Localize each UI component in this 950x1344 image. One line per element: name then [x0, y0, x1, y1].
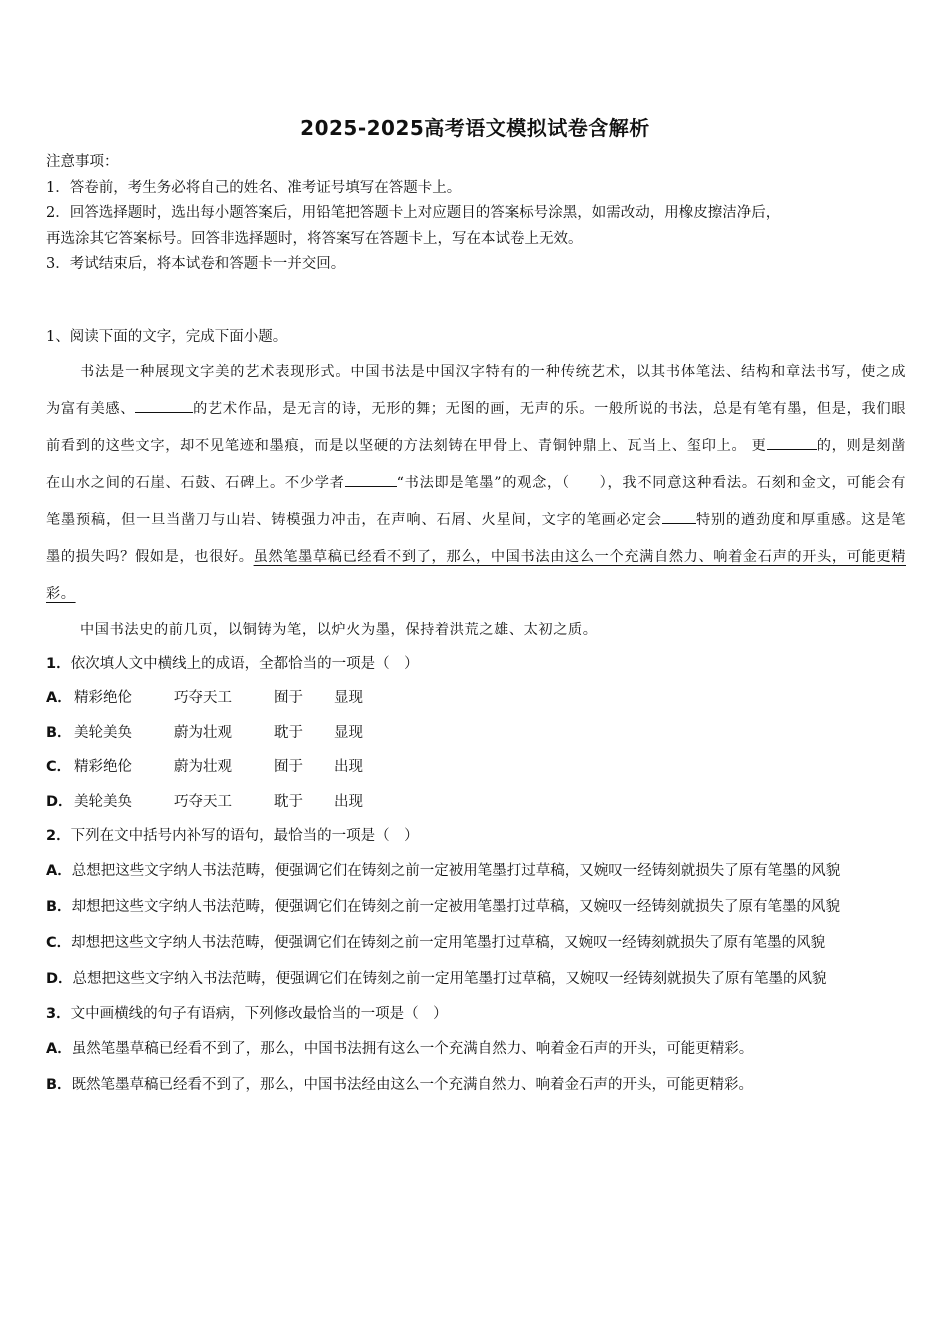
option-letter: C． [46, 759, 72, 775]
option-letter: D． [46, 793, 73, 810]
option-word: 出现 [334, 759, 363, 775]
option-word: 蔚为壮观 [174, 724, 232, 741]
option-a [46, 1031, 906, 1067]
option-word: 蔚为壮观 [174, 759, 232, 775]
option-word: 美轮美奂 [74, 724, 132, 741]
passage-paragraph-1 [46, 354, 906, 613]
notice-item: 1．答卷前，考生务必将自己的姓名、准考证号填写在答题卡上。 [46, 179, 462, 196]
option-letter: A． [46, 690, 72, 706]
option-c [46, 925, 906, 961]
option-row [46, 716, 906, 751]
notice-item: 3．考试结束后，将本试卷和答题卡一并交回。 [46, 256, 346, 272]
question-number: 2． [46, 828, 71, 844]
option-text: 总想把这些文字纳人书法范畴，便强调它们在铸刻之前一定被用笔墨打过草稿，又婉叹一经铸刻就损失了原有笔墨的风貌 [71, 863, 841, 879]
option-text: 总想把这些文字纳入书法范畴，便强调它们在铸刻之前一定用笔墨打过草稿，又婉叹一经铸刻就损失了原有笔墨的风貌 [72, 971, 827, 987]
option-letter: A． [46, 1041, 72, 1057]
option-word: 巧夺天工 [174, 690, 232, 706]
option-text: 既然笔墨草稿已经看不到了，那么，中国书法经由这么一个充满自然力、响着金石声的开头，可能更精彩。 [71, 1077, 754, 1093]
passage-text: “书法即是笔墨”的观念，（ ），我不同意这种看法。石刻和金文，可能会有笔墨预稿，但一旦当凿刀与山岩、铸模强力冲击，在声响、石屑、火星间，文字的笔画必定会 [46, 475, 906, 528]
question-number: 3． [46, 1006, 71, 1022]
option-letter: B． [46, 724, 72, 741]
option-word: 精彩绝伦 [74, 759, 132, 775]
option-letter: B． [46, 899, 72, 915]
option-letter: D． [46, 971, 73, 987]
page-title: 2025-2025高考语文模拟试卷含解析 [300, 116, 650, 140]
option-row [46, 681, 906, 716]
option-word: 囿于 [274, 759, 303, 775]
option-d [46, 961, 906, 997]
passage-text: 特别的遒劲度和厚重感。这是笔墨的损失吗？假如是，也很好。 [46, 512, 907, 565]
question-2 [46, 819, 906, 853]
option-word: 巧夺天工 [174, 793, 232, 810]
underlined-sentence: 虽然笔墨草稿已经看不到了，那么，中国书法由这么一个充满自然力、响着金石声的开头，可能更精彩。 [46, 549, 906, 602]
option-word: 精彩绝伦 [74, 690, 132, 706]
option-row [46, 750, 906, 785]
question-number: 1． [46, 656, 71, 672]
option-b [46, 1067, 906, 1103]
reading-section [46, 322, 906, 1103]
notice-item: 2．回答选择题时，选出每小题答案后，用铅笔把答题卡上对应题目的答案标号涂黑，如需改动，用橡皮擦洁净后， [46, 205, 781, 221]
option-text: 虽然笔墨草稿已经看不到了，那么，中国书法拥有这么一个充满自然力、响着金石声的开头，可能更精彩。 [71, 1041, 754, 1057]
option-word: 显现 [334, 690, 363, 706]
fill-blank-3 [345, 472, 397, 487]
fill-blank-4 [662, 509, 696, 524]
question-stem: 依次填人文中横线上的成语，全都恰当的一项是（ ） [70, 656, 419, 672]
reading-instruction: 1、阅读下面的文字，完成下面小题。 [46, 329, 288, 345]
fill-blank-2 [767, 435, 817, 450]
option-letter: A． [46, 863, 72, 879]
notice-heading: 注意事项： [46, 154, 119, 170]
option-row [46, 785, 906, 820]
option-letter: C． [46, 935, 72, 951]
option-b [46, 889, 906, 925]
notice-item: 再选涂其它答案标号。回答非选择题时，将答案写在答题卡上，写在本试卷上无效。 [46, 230, 583, 247]
option-a [46, 853, 906, 889]
notice-section [46, 150, 906, 278]
fill-blank-1 [135, 398, 193, 413]
question-stem: 下列在文中括号内补写的语句，最恰当的一项是（ ） [70, 828, 419, 844]
option-word: 囿于 [274, 690, 303, 706]
option-text: 却想把这些文字纳人书法范畴，便强调它们在铸刻之前一定用笔墨打过草稿，又婉叹一经铸刻就损失了原有笔墨的风貌 [71, 935, 826, 951]
option-word: 显现 [334, 724, 363, 741]
passage-text: 书法是一种展现文字美的艺术表现形式。中国书法是中国汉字特有的一种传统艺术，以其书体笔法、结构和章法书写，使之成为富有美感、 [46, 364, 906, 417]
option-letter: B． [46, 1077, 72, 1093]
option-text: 却想把这些文字纳人书法范畴，便强调它们在铸刻之前一定被用笔墨打过草稿，又婉叹一经铸刻就损失了原有笔墨的风貌 [71, 899, 841, 915]
option-word: 耽于 [274, 724, 303, 741]
option-word: 耽于 [274, 793, 303, 810]
question-stem: 文中画横线的句子有语病，下列修改最恰当的一项是（ ） [70, 1006, 448, 1022]
option-word: 出现 [334, 793, 363, 810]
passage-paragraph-2: 中国书法史的前几页，以铜铸为笔，以炉火为墨，保持着洪荒之雄、太初之质。 [80, 622, 598, 638]
question-3 [46, 997, 906, 1031]
passage-text: 的，则是刻凿在山水之间的石崖、石鼓、石碑上。不少学者 [46, 438, 906, 491]
passage-text: 的艺术作品，是无言的诗，无形的舞；无图的画，无声的乐。一般所说的书法，总是有笔有墨，但是，我们眼前看到的这些文字，却不见笔迹和墨痕，而是以坚硬的方法刻铸在甲骨上、青铜钟鼎上、瓦当上、玺印上。 更 [46, 401, 906, 454]
question-1 [46, 647, 906, 681]
option-word: 美轮美奂 [74, 793, 132, 810]
